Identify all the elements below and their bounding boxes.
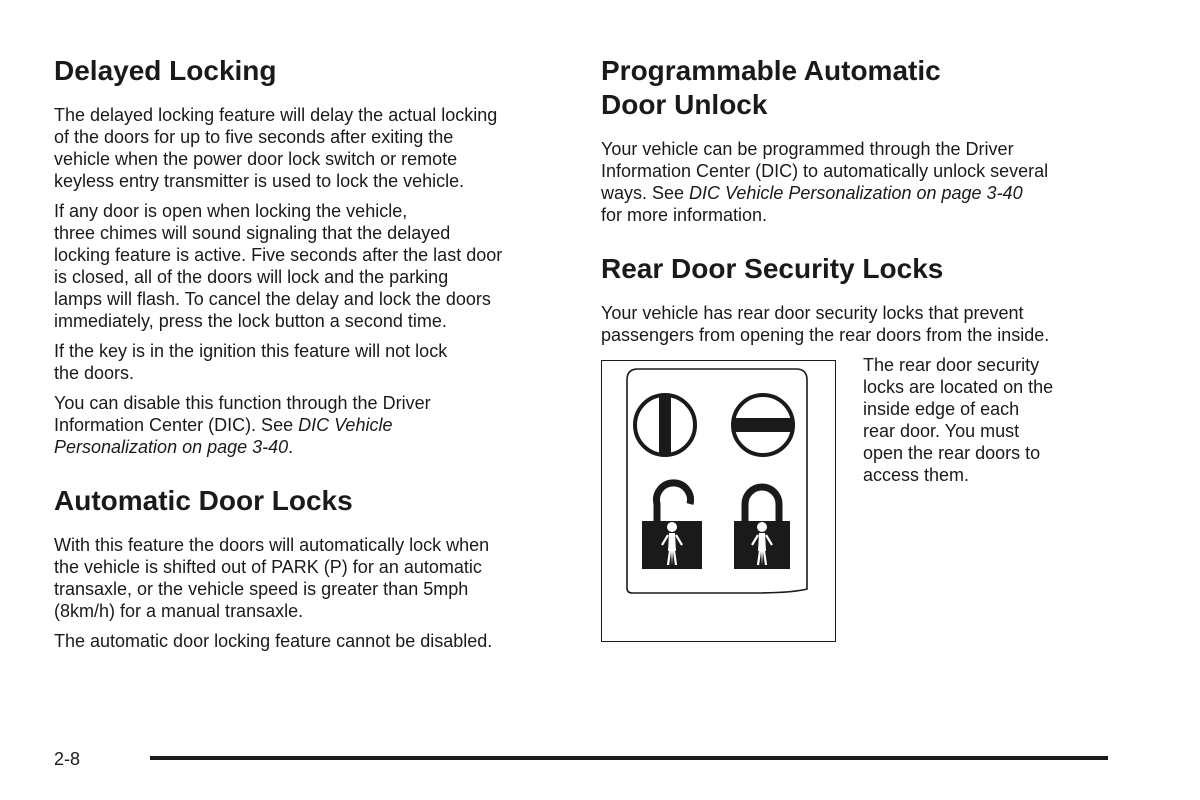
programmable-unlock-paragraph-1 xyxy=(601,138,1121,226)
programmable-p1-text: Your vehicle can be programmed through the Driver Information Center (DIC) to automatically unlock several ways. See xyxy=(601,139,1049,203)
page-number: 2-8 xyxy=(54,749,81,769)
heading-programmable-line-2: Door Unlock xyxy=(601,89,768,120)
footer-rule xyxy=(150,756,1108,760)
vertical-slot-lock-icon xyxy=(635,395,695,455)
delayed-locking-paragraph-4 xyxy=(54,392,569,458)
horizontal-slot-lock-icon xyxy=(733,395,793,455)
rear-door-security-paragraph-1: Your vehicle has rear door security locks that prevent passengers from opening the rear doors from the inside. xyxy=(601,303,1050,345)
heading-programmable-door-unlock xyxy=(601,54,1121,122)
left-column xyxy=(54,54,569,660)
heading-delayed-locking: Delayed Locking xyxy=(54,55,277,86)
child-locked-padlock-icon xyxy=(734,487,790,569)
page-footer xyxy=(54,746,1108,776)
child-unlocked-padlock-icon xyxy=(642,483,702,569)
automatic-door-locks-paragraph-2: The automatic door locking feature cannot be disabled. xyxy=(54,631,493,651)
dic-personalization-reference-2: DIC Vehicle Personalization on page 3-40 xyxy=(689,183,1023,203)
heading-rear-door-security-locks: Rear Door Security Locks xyxy=(601,253,944,284)
delayed-locking-p4-text: You can disable this function through the Driver Information Center (DIC). See xyxy=(54,393,431,435)
rear-door-lock-illustration xyxy=(601,360,836,642)
rear-door-lock-caption: The rear door security locks are located on the inside edge of each rear door. You must open the rear doors to access them. xyxy=(863,355,1054,485)
heading-automatic-door-locks: Automatic Door Locks xyxy=(54,485,353,516)
delayed-locking-p4-end: . xyxy=(288,437,294,457)
dic-personalization-reference: DIC Vehicle Personalization on page 3-40 xyxy=(54,415,393,457)
delayed-locking-paragraph-1: The delayed locking feature will delay the actual locking of the doors for up to five seconds after exiting the vehicle when the power door lock switch or remote keyless entry transmitter is used to lock the vehicle. xyxy=(54,105,498,191)
delayed-locking-paragraph-3: If the key is in the ignition this feature will not lock the doors. xyxy=(54,341,448,383)
right-column xyxy=(601,54,1121,650)
automatic-door-locks-paragraph-1: With this feature the doors will automatically lock when the vehicle is shifted out of PARK (P) for an automatic transaxle, or the vehicle speed is greater than 5mph (8km/h) for a manual transaxle. xyxy=(54,535,490,621)
heading-programmable-line-1: Programmable Automatic xyxy=(601,55,941,86)
rear-door-lock-figure-row xyxy=(601,355,1121,650)
programmable-p1-end: for more information. xyxy=(601,205,768,225)
lock-symbols-svg xyxy=(602,361,834,640)
delayed-locking-paragraph-2: If any door is open when locking the vehicle, three chimes will sound signaling that the delayed locking feature is active. Five seconds after the last door is closed, all of the doors will lock and the parking lamps will flash. To cancel the delay and lock the doors immediately, press the lock button a second time. xyxy=(54,201,503,331)
